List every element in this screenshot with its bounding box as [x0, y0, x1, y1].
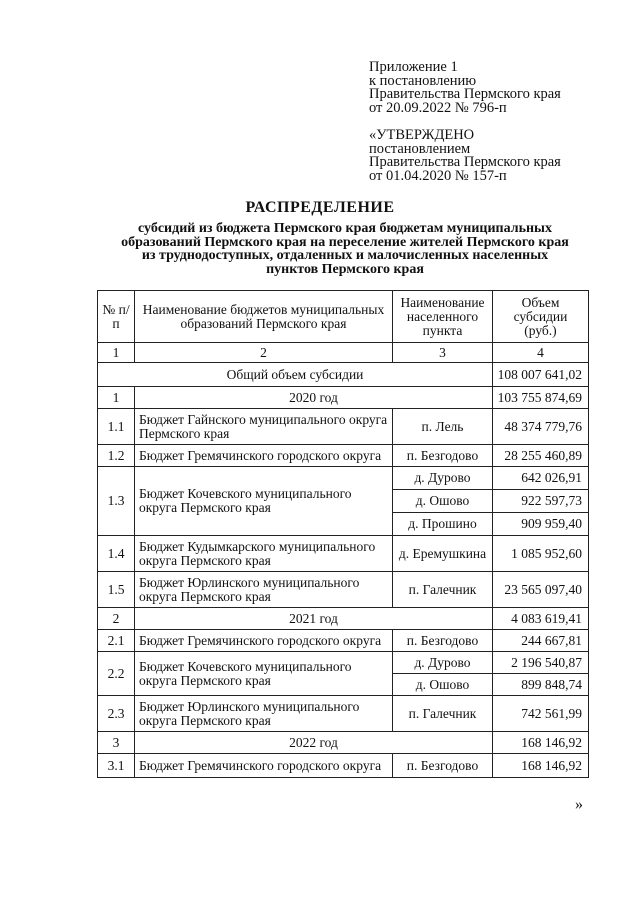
table-row [98, 467, 589, 490]
column-number: 3 [393, 343, 493, 363]
row-place: д. Прошино [393, 513, 493, 536]
row-budget: Бюджет Гремячинского городского округа [135, 445, 393, 467]
row-num: 2.2 [98, 652, 135, 696]
row-amount: 244 667,81 [493, 630, 589, 652]
appendix-line: к постановлению [369, 72, 477, 89]
column-number-row [98, 343, 589, 363]
column-number: 4 [493, 343, 589, 363]
appendix-line: от 20.09.2022 № 796-п [369, 99, 507, 116]
row-amount: 23 565 097,40 [493, 572, 589, 608]
table-row [98, 572, 589, 608]
year-row [98, 608, 589, 630]
row-num: 3.1 [98, 754, 135, 778]
table-row [98, 754, 589, 778]
row-num: 3 [98, 732, 135, 754]
approval-line: от 01.04.2020 № 157-п [369, 167, 507, 184]
row-amount: 899 848,74 [493, 674, 589, 696]
approval-block [369, 129, 609, 183]
row-place: п. Галечник [393, 696, 493, 732]
row-budget: Бюджет Кочевского муниципального округа Пермского края [135, 652, 393, 696]
subtitle-line: образований Пермского края на переселение жителей Пермского края [121, 234, 569, 250]
row-amount: 168 146,92 [493, 754, 589, 778]
row-amount: 642 026,91 [493, 467, 589, 490]
row-budget: Бюджет Гремячинского городского округа [135, 754, 393, 778]
row-amount: 909 959,40 [493, 513, 589, 536]
row-place: д. Ошово [393, 490, 493, 513]
table-row [98, 630, 589, 652]
row-amount: 1 085 952,60 [493, 536, 589, 572]
row-amount: 922 597,73 [493, 490, 589, 513]
row-amount: 28 255 460,89 [493, 445, 589, 467]
subsidy-distribution-table [97, 290, 589, 778]
row-num: 2.1 [98, 630, 135, 652]
table-row [98, 445, 589, 467]
column-number: 1 [98, 343, 135, 363]
row-num: 1.4 [98, 536, 135, 572]
row-budget: Бюджет Гремячинского городского округа [135, 630, 393, 652]
total-amount: 108 007 641,02 [493, 363, 589, 387]
row-amount: 742 561,99 [493, 696, 589, 732]
row-place: п. Безгодово [393, 630, 493, 652]
row-place: п. Безгодово [393, 445, 493, 467]
row-amount: 48 374 779,76 [493, 409, 589, 445]
table-row [98, 409, 589, 445]
year-row [98, 732, 589, 754]
row-amount: 4 083 619,41 [493, 608, 589, 630]
row-place: п. Лель [393, 409, 493, 445]
row-place: д. Еремушкина [393, 536, 493, 572]
total-row [98, 363, 589, 387]
header-amount: Объем субсидии (руб.) [493, 291, 589, 343]
year-label: 2020 год [135, 387, 493, 409]
header-place: Наименование населенного пункта [393, 291, 493, 343]
table-row [98, 652, 589, 674]
row-place: п. Галечник [393, 572, 493, 608]
year-label: 2022 год [135, 732, 493, 754]
table-header-row [98, 291, 589, 343]
approval-line: «УТВЕРЖДЕНО [369, 127, 475, 143]
row-budget: Бюджет Кочевского муниципального округа Пермского края [135, 467, 393, 536]
row-amount: 2 196 540,87 [493, 652, 589, 674]
subtitle-line: пунктов Пермского края [266, 261, 424, 277]
row-place: д. Дурово [393, 652, 493, 674]
appendix-line: Приложение 1 [369, 59, 458, 75]
closing-quote: » [575, 796, 583, 813]
row-num: 1.2 [98, 445, 135, 467]
row-place: д. Ошово [393, 674, 493, 696]
row-num: 2.3 [98, 696, 135, 732]
total-label: Общий объем субсидии [98, 363, 493, 387]
year-row [98, 387, 589, 409]
document-title: РАСПРЕДЕЛЕНИЕ [245, 199, 395, 216]
table-row [98, 536, 589, 572]
header-num: № п/п [98, 291, 135, 343]
table-row [98, 696, 589, 732]
header-budget: Наименование бюджетов муниципальных образований Пермского края [135, 291, 393, 343]
column-number: 2 [135, 343, 393, 363]
row-num: 1.1 [98, 409, 135, 445]
row-budget: Бюджет Юрлинского муниципального округа Пермского края [135, 696, 393, 732]
approval-line: Правительства Пермского края [369, 154, 561, 170]
subtitle-line: субсидий из бюджета Пермского края бюджетам муниципальных [138, 221, 552, 236]
row-num: 1 [98, 387, 135, 409]
row-budget: Бюджет Юрлинского муниципального округа Пермского края [135, 572, 393, 608]
row-budget: Бюджет Гайнского муниципального округа Пермского края [135, 409, 393, 445]
row-num: 2 [98, 608, 135, 630]
row-amount: 168 146,92 [493, 732, 589, 754]
row-place: д. Дурово [393, 467, 493, 490]
appendix-block [369, 61, 609, 115]
row-num: 1.5 [98, 572, 135, 608]
row-amount: 103 755 874,69 [493, 387, 589, 409]
row-num: 1.3 [98, 467, 135, 536]
subtitle-line: из труднодоступных, отдаленных и малочисленных населенных [141, 248, 549, 263]
row-budget: Бюджет Кудымкарского муниципального округа Пермского края [135, 536, 393, 572]
year-label: 2021 год [135, 608, 493, 630]
document-subtitle [95, 222, 595, 276]
approval-line: постановлением [369, 140, 471, 157]
row-place: п. Безгодово [393, 754, 493, 778]
appendix-line: Правительства Пермского края [369, 86, 561, 102]
